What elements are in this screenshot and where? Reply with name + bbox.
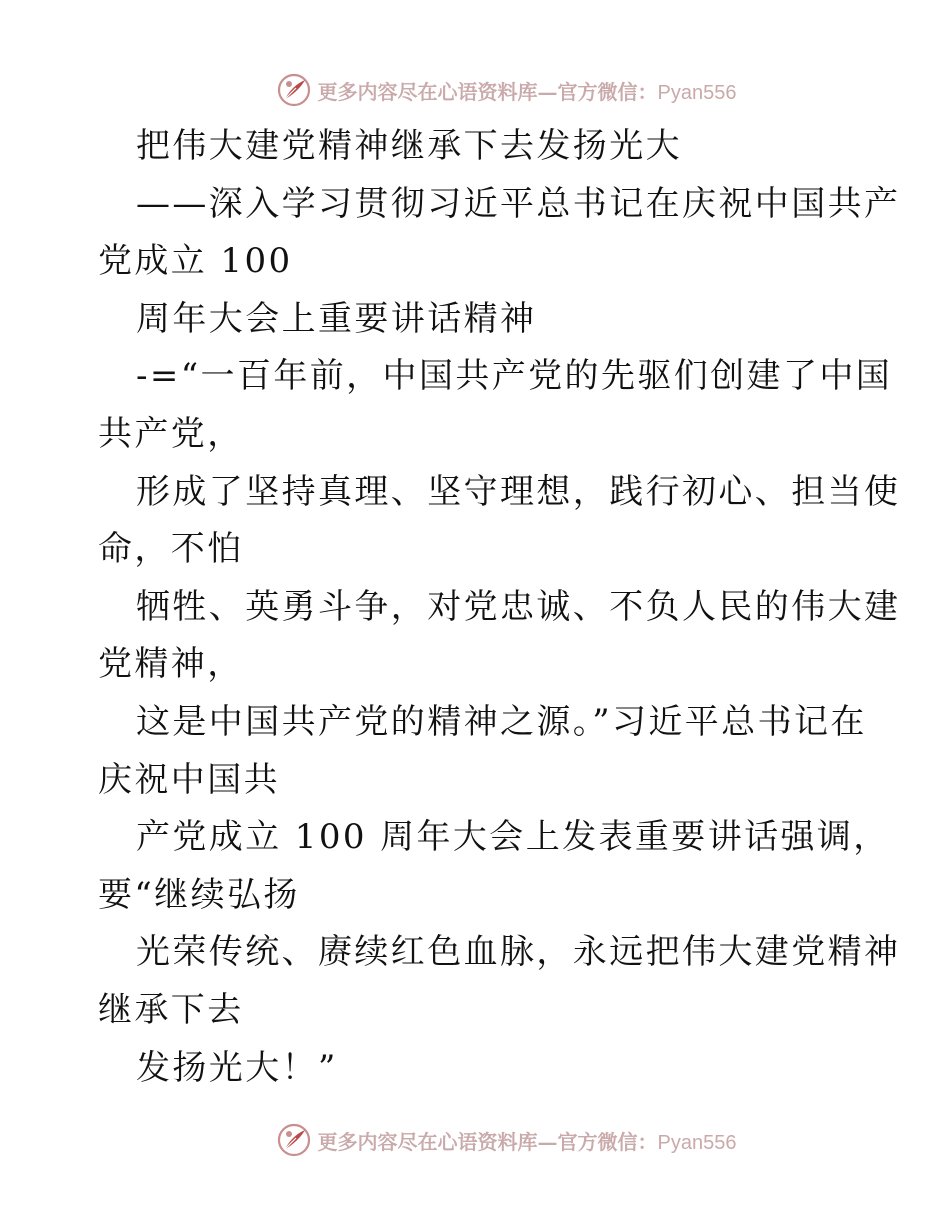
- body-line: 继承下去: [98, 989, 244, 1030]
- header-watermark: [0, 70, 950, 110]
- watermark-handle: Pyan556: [657, 81, 737, 104]
- body-line: 党精神，: [98, 644, 244, 685]
- body-line: 产党成立 100 周年大会上发表重要讲话强调，: [136, 817, 890, 858]
- body-line: 庆祝中国共: [98, 759, 280, 800]
- feather-logo-icon: [276, 72, 312, 108]
- feather-logo-icon: [276, 1122, 312, 1158]
- body-line: 形成了坚持真理、坚守理想，践行初心、担当使: [136, 471, 901, 512]
- watermark-main-text: 更多内容尽在心语资料库—官方微信：: [317, 1129, 658, 1154]
- body-line: 命，不怕: [98, 529, 244, 570]
- body-line: 光荣传统、赓续红色血脉，永远把伟大建党精神: [136, 932, 901, 973]
- body-line: 牺牲、英勇斗争，对党忠诚、不负人民的伟大建: [136, 586, 901, 627]
- watermark-text: [318, 1126, 737, 1155]
- watermark-text: [318, 76, 737, 105]
- body-line: 党成立 100: [98, 241, 293, 282]
- watermark-handle: Pyan556: [657, 1131, 737, 1154]
- body-line: 周年大会上重要讲话精神: [136, 298, 537, 339]
- body-line: ——深入学习贯彻习近平总书记在庆祝中国共产: [136, 183, 901, 224]
- footer-watermark: [0, 1120, 950, 1160]
- body-line: 发扬光大！”: [136, 1047, 338, 1088]
- body-line: -=“一百年前，中国共产党的先驱们创建了中国: [136, 356, 893, 397]
- body-line: 要“继续弘扬: [98, 874, 300, 915]
- body-line: 共产党，: [98, 413, 244, 454]
- body-line: 这是中国共产党的精神之源。”习近平总书记在: [136, 701, 867, 742]
- document-body: [98, 118, 901, 1097]
- watermark-main-text: 更多内容尽在心语资料库—官方微信：: [317, 79, 658, 104]
- body-line: 把伟大建党精神继承下去发扬光大: [136, 126, 682, 166]
